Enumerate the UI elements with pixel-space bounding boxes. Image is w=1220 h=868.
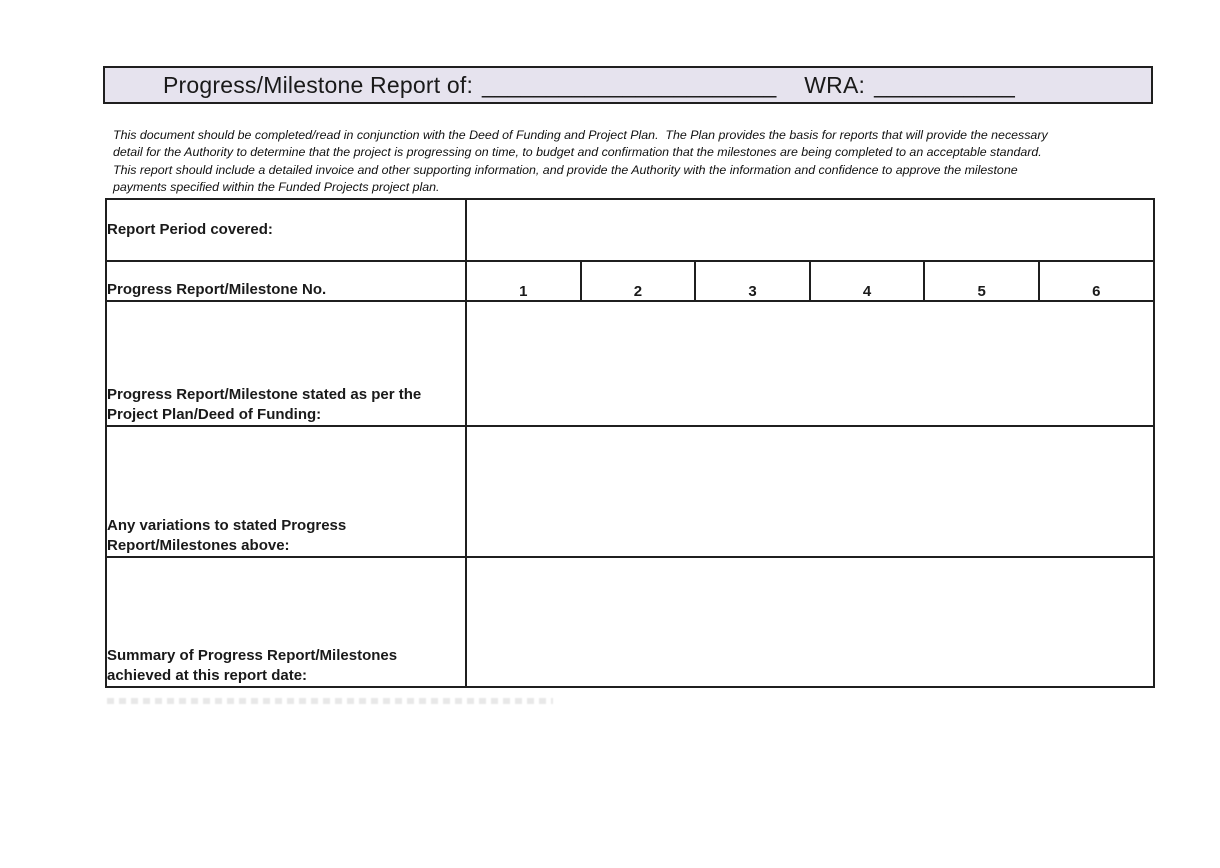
table-row [106,261,1154,301]
report-name-blank[interactable]: _______________________ [482,71,777,98]
progress-report-table [105,198,1155,688]
milestone-no-4: 4 [810,261,925,301]
report-title-bar [103,66,1153,104]
wra-blank[interactable]: ___________ [874,71,1015,98]
cut-off-text-remnant [107,698,553,704]
summary-input-cell[interactable] [466,557,1154,687]
table-row [106,426,1154,557]
milestone-no-3: 3 [695,261,810,301]
report-title: Progress/Milestone Report of: [163,71,474,98]
intro-line-2: detail for the Authority to determine that the project is progressing on time, to budget and confirmation that the milestones are being completed to an acceptable standard. [113,145,1042,160]
intro-paragraph [113,127,1048,197]
milestone-no-5: 5 [924,261,1039,301]
milestone-no-label: Progress Report/Milestone No. [106,261,466,301]
milestone-no-2: 2 [581,261,696,301]
report-period-input-cell[interactable] [466,199,1154,261]
milestone-stated-input-cell[interactable] [466,301,1154,426]
variations-label: Any variations to stated Progress Report/Milestones above: [106,426,466,557]
table-row [106,557,1154,687]
report-period-label: Report Period covered: [106,199,466,261]
summary-label: Summary of Progress Report/Milestones achieved at this report date: [106,557,466,687]
intro-line-4: payments specified within the Funded Projects project plan. [113,180,440,195]
intro-line-1: This document should be completed/read in conjunction with the Deed of Funding and Project Plan. The Plan provides the basis for reports that will provide the necessary [113,128,1048,142]
wra-label: WRA: [804,71,866,98]
intro-line-3: This report should include a detailed invoice and other supporting information, and provide the Authority with the information and confidence to approve the milestone [113,162,1018,177]
table-row [106,301,1154,426]
variations-input-cell[interactable] [466,426,1154,557]
milestone-stated-label: Progress Report/Milestone stated as per the Project Plan/Deed of Funding: [106,301,466,426]
milestone-no-1: 1 [466,261,581,301]
table-row [106,199,1154,261]
milestone-no-6: 6 [1039,261,1154,301]
